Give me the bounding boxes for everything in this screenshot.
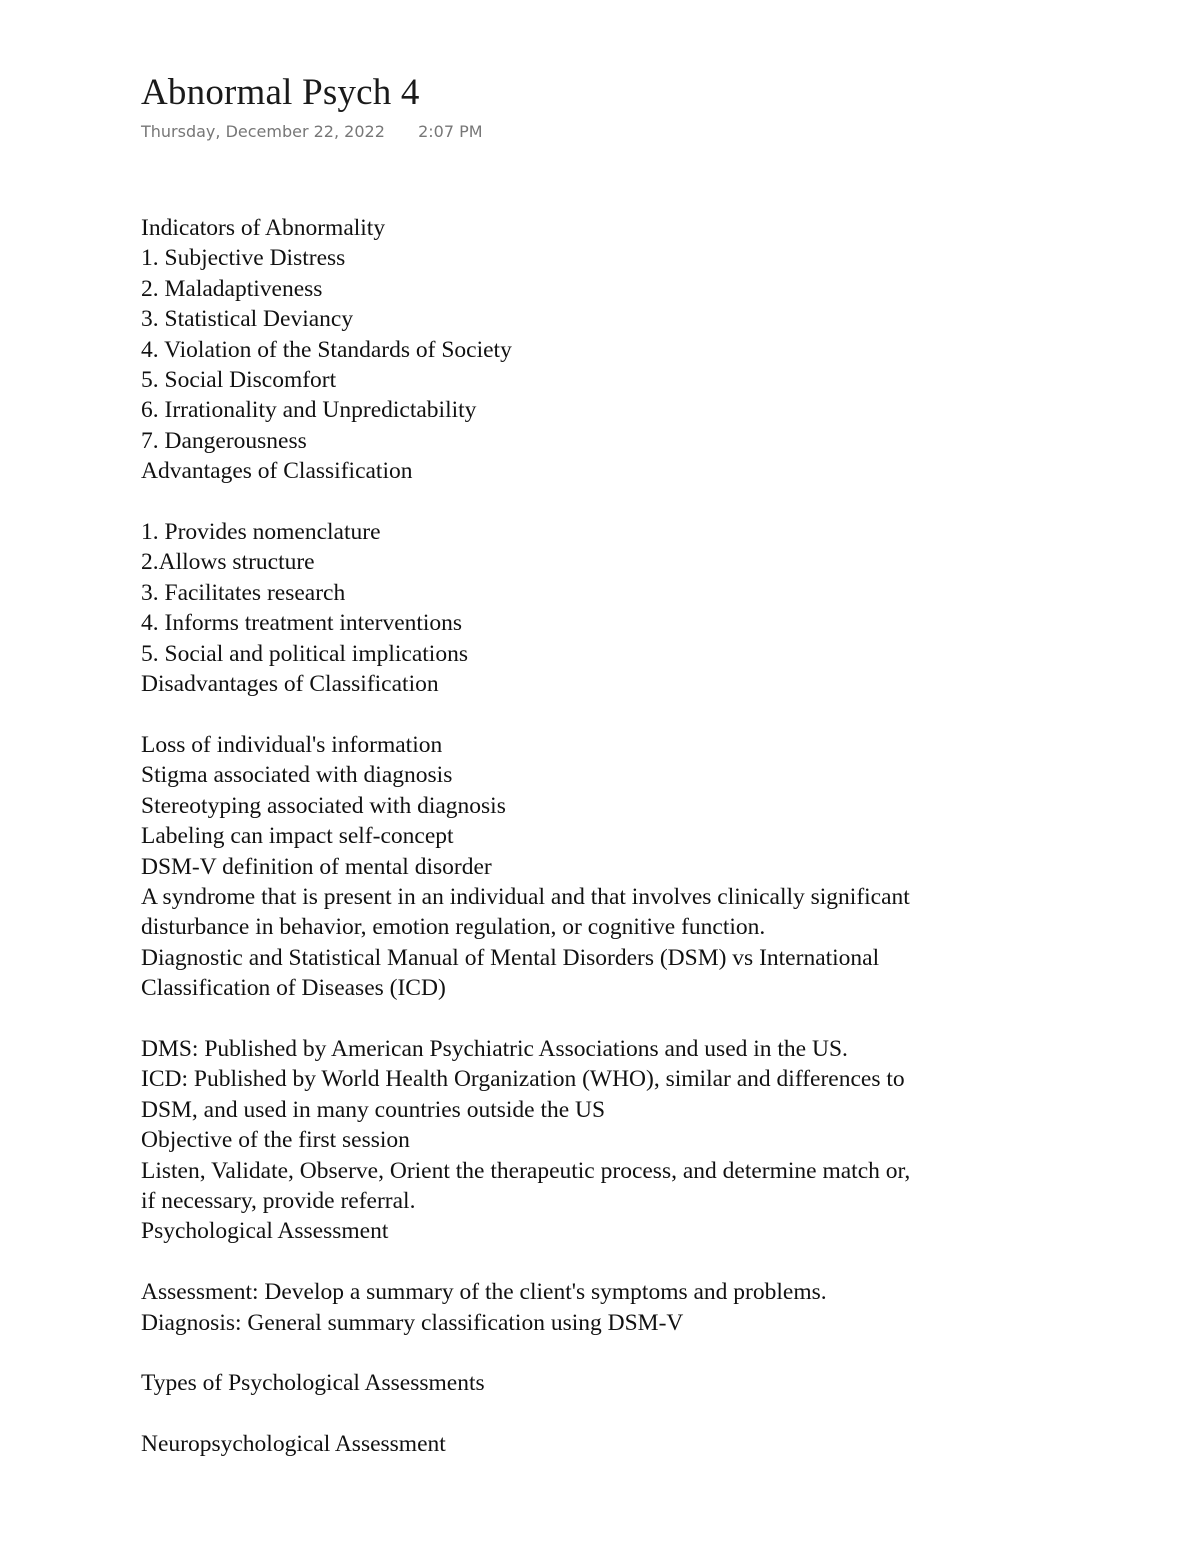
text-line: Types of Psychological Assessments <box>141 1370 485 1397</box>
text-line: disturbance in behavior, emotion regulation, or cognitive function. <box>141 914 766 941</box>
text-line: 2.Allows structure <box>141 549 315 576</box>
text-line: Neuropsychological Assessment <box>141 1431 446 1458</box>
text-line: A syndrome that is present in an individual and that involves clinically significant <box>141 883 910 910</box>
text-line: Assessment: Develop a summary of the client's symptoms and problems. <box>141 1279 827 1306</box>
blank-line <box>141 699 1101 729</box>
blank-line <box>141 1338 1101 1368</box>
text-line: 5. Social and political implications <box>141 640 468 667</box>
blank-line <box>141 487 1101 517</box>
blank-line <box>141 1247 1101 1277</box>
page-title: Abnormal Psych 4 <box>141 72 420 113</box>
text-line: Disadvantages of Classification <box>141 671 439 698</box>
note-time: 2:07 PM <box>418 122 483 141</box>
text-line: Psychological Assessment <box>141 1218 389 1245</box>
note-date: Thursday, December 22, 2022 <box>141 122 385 141</box>
blank-line <box>141 1004 1101 1034</box>
text-line: 5. Social Discomfort <box>141 367 337 394</box>
text-line: DSM-V definition of mental disorder <box>141 853 492 880</box>
note-body <box>141 213 1101 1460</box>
text-line: Objective of the first session <box>141 1127 410 1154</box>
text-line: 1. Subjective Distress <box>141 245 346 272</box>
note-timestamp <box>141 121 1101 143</box>
text-line: 3. Statistical Deviancy <box>141 306 354 333</box>
text-line: ICD: Published by World Health Organization (WHO), similar and differences to <box>141 1066 905 1093</box>
text-line: 7. Dangerousness <box>141 427 307 454</box>
text-line: 2. Maladaptiveness <box>141 275 323 302</box>
text-line: Stigma associated with diagnosis <box>141 762 453 789</box>
text-line: 6. Irrationality and Unpredictability <box>141 397 477 424</box>
text-line: Advantages of Classification <box>141 458 413 485</box>
text-line: 3. Facilitates research <box>141 579 346 606</box>
note-page <box>141 70 1101 1460</box>
text-line: Loss of individual's information <box>141 731 443 758</box>
text-line: Diagnosis: General summary classification using DSM-V <box>141 1309 684 1336</box>
text-line: Classification of Diseases (ICD) <box>141 975 446 1002</box>
text-line: 1. Provides nomenclature <box>141 519 381 546</box>
text-line: Stereotyping associated with diagnosis <box>141 792 506 819</box>
text-line: if necessary, provide referral. <box>141 1187 416 1214</box>
text-line: DSM, and used in many countries outside the US <box>141 1096 606 1123</box>
text-line: Indicators of Abnormality <box>141 215 386 241</box>
text-line: Diagnostic and Statistical Manual of Mental Disorders (DSM) vs International <box>141 944 880 971</box>
blank-line <box>141 1399 1101 1429</box>
text-line: Labeling can impact self-concept <box>141 823 454 850</box>
text-line: Listen, Validate, Observe, Orient the therapeutic process, and determine match or, <box>141 1157 911 1184</box>
text-line: 4. Violation of the Standards of Society <box>141 336 512 363</box>
text-line: 4. Informs treatment interventions <box>141 610 463 637</box>
text-line: DMS: Published by American Psychiatric Associations and used in the US. <box>141 1035 848 1062</box>
